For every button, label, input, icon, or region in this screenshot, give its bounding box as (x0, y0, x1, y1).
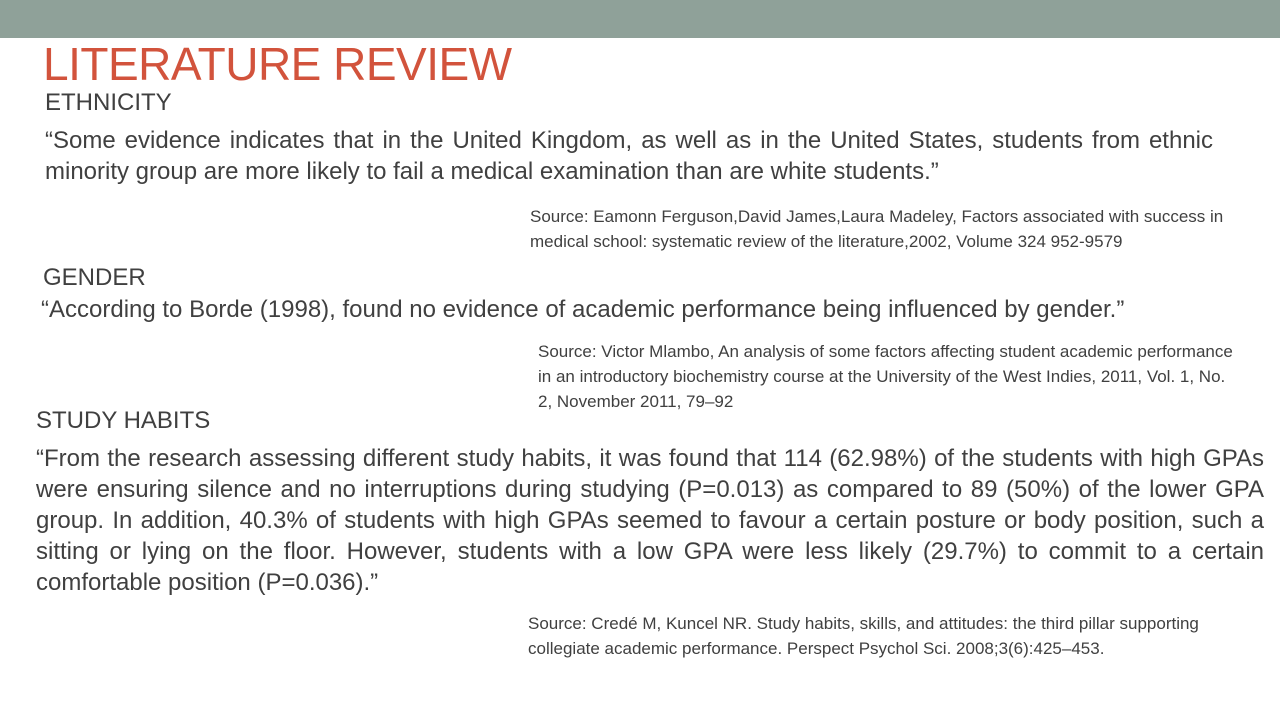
study-habits-source: Source: Credé M, Kuncel NR. Study habits, skills, and attitudes: the third pillar supporting collegiate academic performance. Perspect Psychol Sci. 2008;3(6):425–453. (528, 614, 1199, 658)
ethnicity-quote: “Some evidence indicates that in the United Kingdom, as well as in the United States, students from ethnic minority group are more likely to fail a medical examination than are white students.” (45, 127, 1213, 185)
ethnicity-heading: ETHNICITY (45, 89, 172, 116)
study-habits-heading: STUDY HABITS (36, 407, 211, 434)
gender-quote: “According to Borde (1998), found no evidence of academic performance being influenced by gender.” (41, 296, 1125, 323)
gender-heading: GENDER (43, 264, 146, 291)
ethnicity-source: Source: Eamonn Ferguson,David James,Laura Madeley, Factors associated with success in medical school: systematic review of the literature,2002, Volume 324 952-9579 (530, 207, 1224, 251)
slide-title: LITERATURE REVIEW (43, 38, 512, 90)
gender-source: Source: Victor Mlambo, An analysis of some factors affecting student academic performance in an introductory biochemistry course at the University of the West Indies, 2011, Vol. 1, No. 2, November 2011, 79–92 (538, 342, 1233, 411)
top-accent-bar (0, 0, 1280, 38)
study-habits-quote: “From the research assessing different study habits, it was found that 114 (62.98%) of the students with high GPAs were ensuring silence and no interruptions during studying (P=0.013) as compared to 89 (50%) of the lower GPA group. In addition, 40.3% of students with high GPAs seemed to favour a certain posture or body position, such a sitting or lying on the floor. However, students with a low GPA were less likely (29.7%) to commit to a certain comfortable position (P=0.036).” (36, 445, 1264, 596)
